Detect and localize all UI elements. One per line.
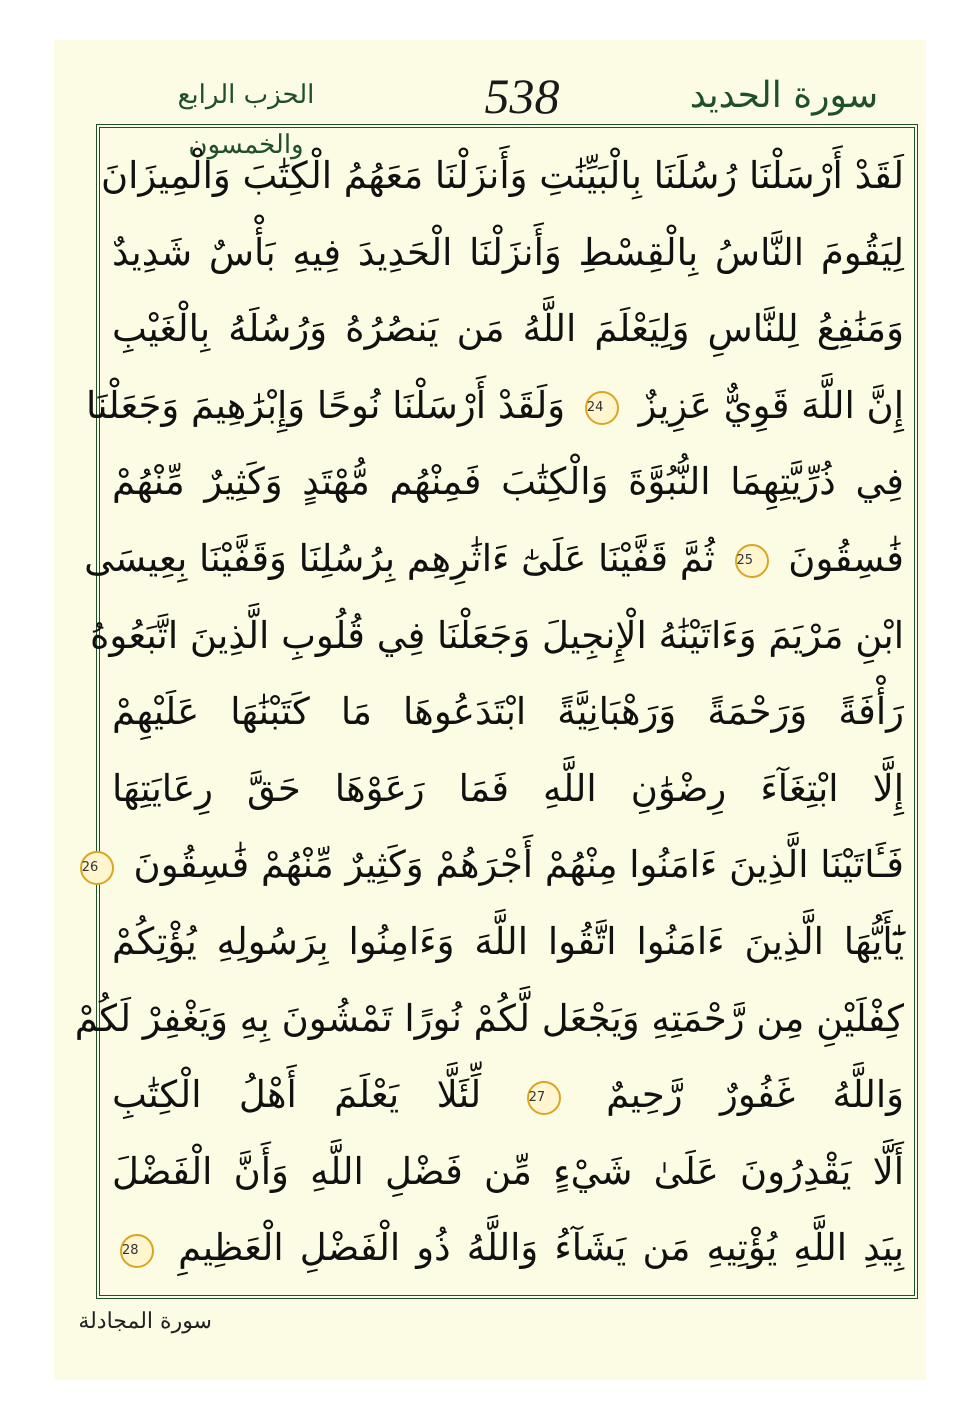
- text-line: [84, 521, 904, 598]
- verse-text: ابْنِ مَرْيَمَ وَءَاتَيْنَٰهُ الْإِنجِيلَ وَجَعَلْنَا فِي قُلُوبِ الَّذِينَ اتَّبَعُوهُ: [90, 613, 904, 657]
- text-line: [100, 138, 904, 215]
- text-line: [112, 1210, 904, 1287]
- verse-text: رَأْفَةً وَرَحْمَةً وَرَهْبَانِيَّةً ابْتَدَعُوهَا مَا كَتَبْنَٰهَا عَلَيْهِمْ: [112, 690, 904, 734]
- verse-text: وَلَقَدْ أَرْسَلْنَا نُوحًا وَإِبْرَٰهِيمَ وَجَعَلْنَا: [85, 383, 566, 427]
- surah-title: سورة الحديد: [689, 75, 879, 116]
- verse-lines: [74, 138, 905, 1288]
- text-line: [112, 291, 904, 368]
- text-line: [112, 215, 904, 292]
- text-line: [112, 1134, 904, 1211]
- ayah-number-marker: 26: [80, 851, 114, 885]
- verse-text: وَمَنَٰفِعُ لِلنَّاسِ وَلِيَعْلَمَ اللَّهُ مَن يَنصُرُهُ وَرُسُلَهُ بِالْغَيْبِ: [112, 307, 904, 351]
- verse-text: وَاللَّهُ غَفُورٌ رَّحِيمٌ: [606, 1073, 905, 1117]
- verse-text: بِيَدِ اللَّهِ يُؤْتِيهِ مَن يَشَآءُ وَاللَّهُ ذُو الْفَضْلِ الْعَظِيمِ: [178, 1226, 905, 1270]
- text-line: [74, 981, 904, 1058]
- text-line: [112, 751, 904, 828]
- ayah-number-marker: 25: [735, 544, 769, 578]
- verse-text: كِفْلَيْنِ مِن رَّحْمَتِهِ وَيَجْعَل لَّكُمْ نُورًا تَمْشُونَ بِهِ وَيَغْفِرْ لَكُمْ: [74, 996, 904, 1040]
- verse-text: فَٰسِقُونَ: [788, 536, 904, 580]
- next-surah-label: سورة المجادلة: [78, 1309, 212, 1334]
- text-line: [112, 1057, 904, 1134]
- verse-text: أَلَّا يَقْدِرُونَ عَلَىٰ شَيْءٍ مِّن فَضْلِ اللَّهِ وَأَنَّ الْفَضْلَ: [112, 1149, 904, 1193]
- hizb-label: الحزب الرابع والخمسون: [177, 80, 315, 160]
- verse-text: يَٰٓأَيُّهَا الَّذِينَ ءَامَنُوا اتَّقُوا اللَّهَ وَءَامِنُوا بِرَسُولِهِ يُؤْتِكُمْ: [112, 919, 904, 963]
- ayah-number-marker: 27: [527, 1081, 561, 1115]
- page-header: [92, 68, 914, 160]
- text-line: [90, 598, 904, 675]
- page-number: 538: [484, 68, 560, 124]
- verse-text: فِي ذُرِّيَّتِهِمَا النُّبُوَّةَ وَالْكِتَٰبَ فَمِنْهُم مُّهْتَدٍ وَكَثِيرٌ مِّنْهُمْ: [112, 460, 904, 504]
- verse-text: ثُمَّ قَفَّيْنَا عَلَىٰٓ ءَاثَٰرِهِم بِرُسُلِنَا وَقَفَّيْنَا بِعِيسَى: [84, 536, 715, 580]
- ayah-number-marker: 28: [120, 1234, 154, 1268]
- verse-text: لَقَدْ أَرْسَلْنَا رُسُلَنَا بِالْبَيِّنَٰتِ وَأَنزَلْنَا مَعَهُمُ الْكِتَٰبَ وَالْمِيزَانَ: [100, 154, 904, 197]
- verse-text: إِلَّا ابْتِغَآءَ رِضْوَٰنِ اللَّهِ فَمَا رَعَوْهَا حَقَّ رِعَايَتِهَا: [112, 766, 904, 810]
- text-line: [112, 904, 904, 981]
- verse-text: لِّئَلَّا يَعْلَمَ أَهْلُ الْكِتَٰبِ: [112, 1073, 482, 1117]
- verse-text: فَـَٔاتَيْنَا الَّذِينَ ءَامَنُوا مِنْهُمْ أَجْرَهُمْ وَكَثِيرٌ مِّنْهُمْ فَٰسِقُونَ: [133, 843, 904, 887]
- text-line: [112, 444, 904, 521]
- ayah-number-marker: 24: [585, 391, 619, 425]
- verse-text: إِنَّ اللَّهَ قَوِيٌّ عَزِيزٌ: [638, 383, 904, 427]
- text-line: [81, 827, 904, 904]
- text-line: [112, 674, 904, 751]
- text-line: [85, 368, 904, 445]
- verse-text: لِيَقُومَ النَّاسُ بِالْقِسْطِ وَأَنزَلْنَا الْحَدِيدَ فِيهِ بَأْسٌ شَدِيدٌ: [112, 230, 904, 274]
